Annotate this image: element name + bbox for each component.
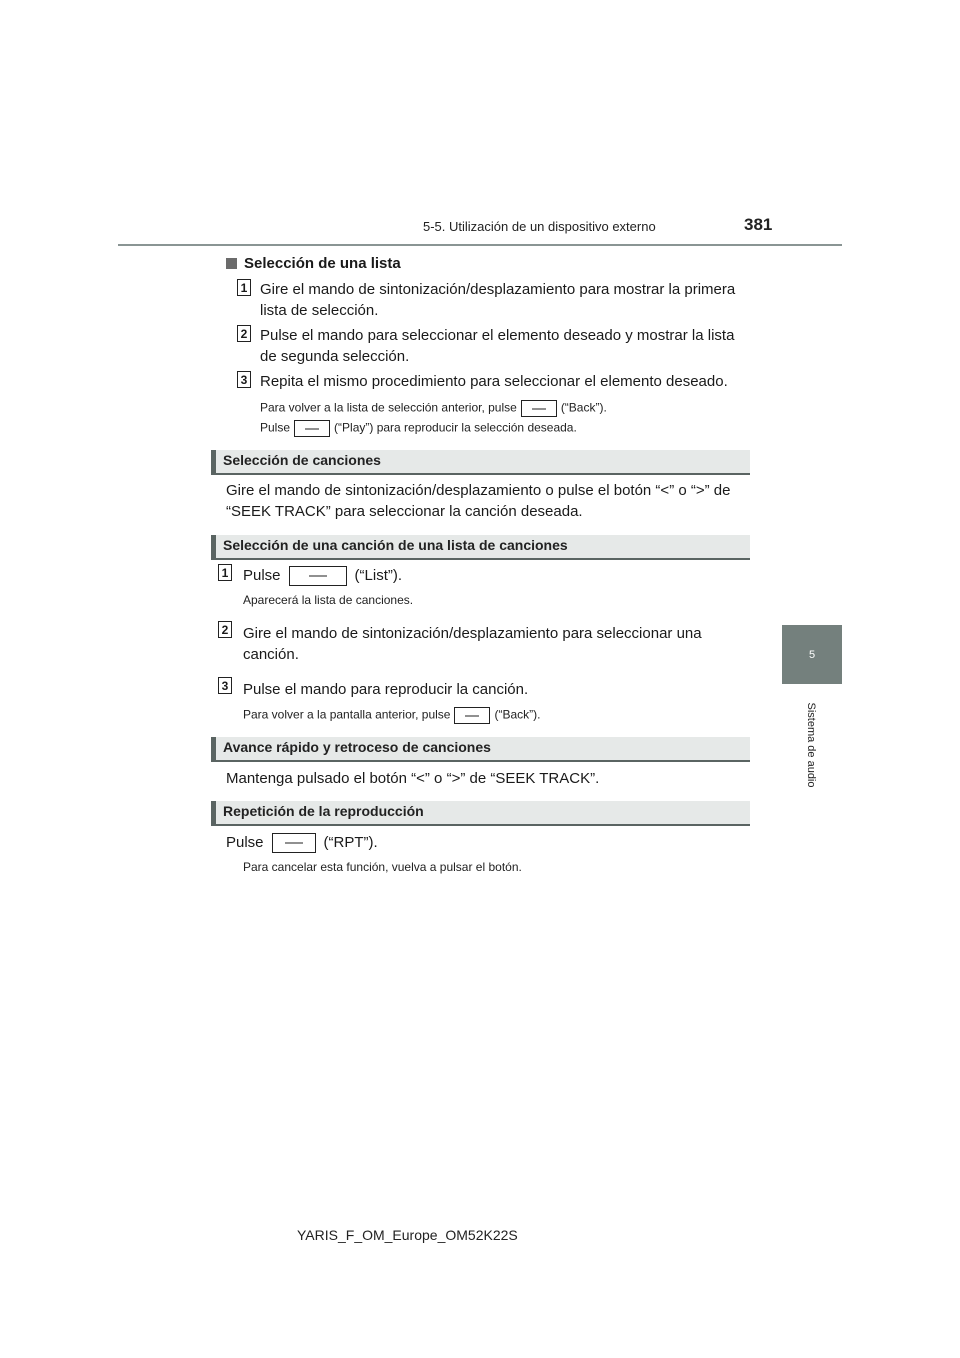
paragraph-line: Gire el mando de sintonización/desplazamiento o pulse el botón “<” o “>” de: [226, 482, 731, 499]
section-heading-text: Repetición de la reproducción: [223, 803, 424, 819]
back-button-icon: [521, 400, 557, 417]
step-text: [243, 565, 402, 586]
page-number: 381: [744, 215, 773, 234]
chapter-number: 5: [808, 648, 816, 661]
note-text: Para volver a la lista de selección anterior, pulse: [260, 400, 517, 415]
chapter-label-text: Sistema de audio: [805, 702, 817, 788]
step-text: [243, 623, 745, 665]
section-heading-text: Selección de una canción de una lista de canciones: [223, 537, 568, 553]
step-text: Repita el mismo procedimiento para seleccionar el elemento deseado.: [260, 373, 728, 390]
note-back: [260, 400, 607, 417]
note-text: Pulse: [260, 420, 291, 435]
step-text-line: lista de selección.: [260, 302, 379, 319]
chapter-tab: [782, 625, 842, 684]
song-selection-text: [226, 480, 746, 522]
step-number-badge: 1: [237, 279, 251, 296]
step-number-badge: 2: [218, 621, 232, 638]
step-number-badge: 3: [237, 371, 251, 388]
step-text-part: Pulse: [226, 834, 264, 851]
step-text-line: Gire el mando de sintonización/desplazamiento para mostrar la primera: [260, 281, 736, 298]
back-button-icon: [454, 707, 490, 724]
list-button-icon: [289, 566, 347, 586]
step-text-line: Pulse el mando para seleccionar el elemento deseado y mostrar la lista: [260, 327, 735, 344]
section-heading-song-from-list: [211, 535, 750, 560]
step-text: [260, 325, 734, 367]
step-number-badge: 3: [218, 677, 232, 694]
step-text: Pulse el mando para reproducir la canción.: [243, 681, 529, 698]
section-heading-song-selection: [211, 450, 750, 475]
note-list-appears: Aparecerá la lista de canciones.: [243, 593, 414, 607]
step-text-line: de segunda selección.: [260, 348, 410, 365]
step-number-badge: 1: [218, 564, 232, 581]
note-cancel-repeat: Para cancelar esta función, vuelva a pulsar el botón.: [243, 860, 522, 874]
bullet-square-icon: [226, 258, 237, 269]
paragraph-line: “SEEK TRACK” para seleccionar la canción deseada.: [226, 503, 583, 520]
step-number-badge: 2: [237, 325, 251, 342]
step-text-part: Pulse: [243, 567, 281, 584]
section-heading-text: Avance rápido y retroceso de canciones: [223, 739, 491, 755]
note-text: Para volver a la pantalla anterior, pulse: [243, 707, 451, 722]
note-text: (“Play”) para reproducir la selección deseada.: [334, 420, 577, 435]
step-text-line: Gire el mando de sintonización/desplazamiento para seleccionar una: [243, 625, 702, 642]
subheading-list-selection: Selección de una lista: [244, 255, 401, 272]
section-heading-text: Selección de canciones: [223, 452, 381, 468]
fast-forward-text: Mantenga pulsado el botón “<” o “>” de “SEEK TRACK”.: [226, 770, 600, 787]
header-divider: [118, 244, 842, 246]
step-text-part: (“List”).: [354, 567, 403, 584]
step-text-part: (“RPT”).: [323, 834, 378, 851]
step-text-line: canción.: [243, 646, 299, 663]
header-section-title: 5-5. Utilización de un dispositivo externo: [423, 219, 656, 234]
note-text: (“Back”).: [494, 707, 541, 722]
repeat-text: [226, 832, 378, 853]
play-button-icon: [294, 420, 330, 437]
note-text: (“Back”).: [560, 400, 607, 415]
chapter-label: [804, 690, 818, 800]
section-heading-fast-forward: [211, 737, 750, 762]
note-play: [260, 420, 577, 437]
document-code: YARIS_F_OM_Europe_OM52K22S: [297, 1227, 518, 1243]
step-text: [260, 279, 735, 321]
rpt-button-icon: [272, 833, 316, 853]
note-back: [243, 707, 540, 724]
section-heading-repeat: [211, 801, 750, 826]
